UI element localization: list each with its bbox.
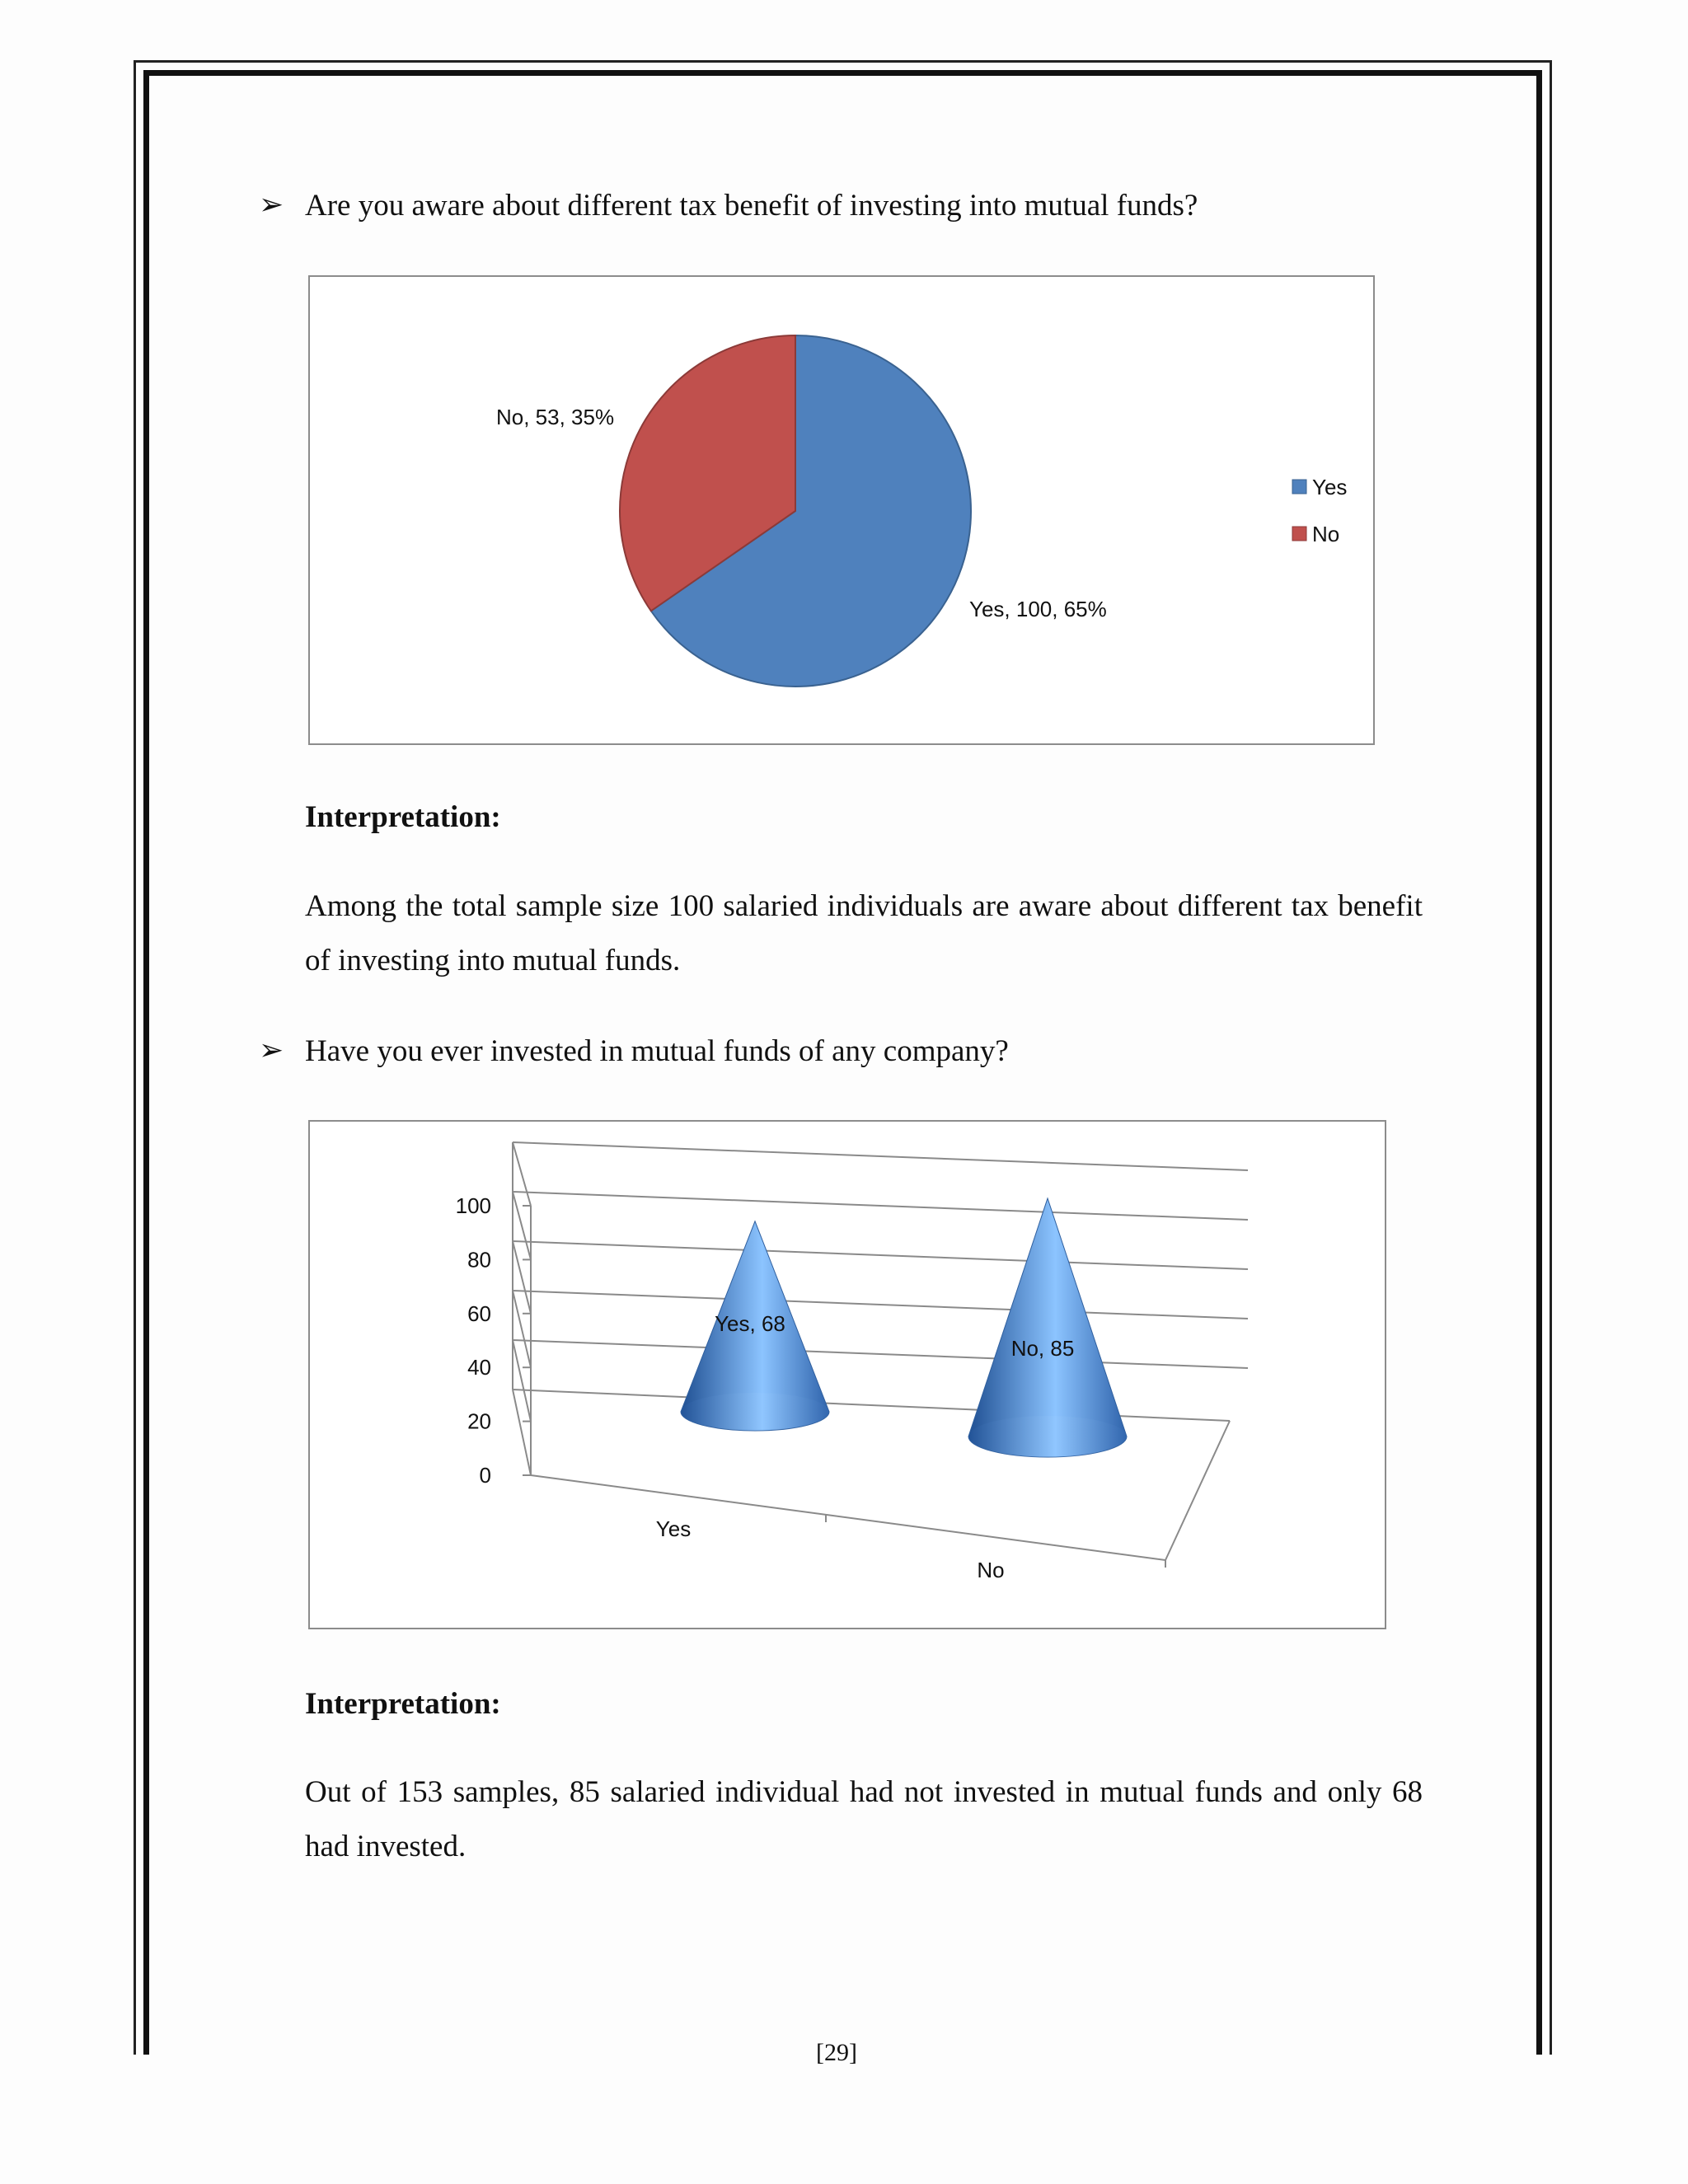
y-tick-label: 40 [467,1355,491,1380]
x-category-label-no: No [977,1558,1005,1582]
interpretation-2-heading: Interpretation: [305,1687,501,1721]
y-tick-label: 0 [479,1463,491,1488]
cone-no [968,1198,1127,1457]
question-1: Are you aware about different tax benefit of investing into mutual funds? [305,189,1198,223]
interpretation-1-heading: Interpretation: [305,800,501,834]
cone-chart [310,1122,1388,1631]
cone-chart-gridlines [513,1142,1248,1568]
cone-chart-x-axis [656,1516,1005,1582]
bullet-arrow-icon: ➢ [259,188,284,221]
cone-chart-container [308,1120,1386,1629]
y-tick-label: 60 [467,1301,491,1326]
pie-data-label-yes: Yes, 100, 65% [969,597,1107,621]
pie-chart [310,277,1376,747]
cone-data-label-yes: Yes, 68 [715,1311,785,1336]
pie-data-label-no: No, 53, 35% [496,405,615,429]
interpretation-1-text: Among the total sample size 100 salaried individuals are aware about different tax benefit of investing into mutual funds. [305,889,1423,977]
legend-label-no: No [1312,522,1340,546]
cone-data-label-no: No, 85 [1010,1336,1075,1361]
cone-chart-y-axis [456,1193,491,1488]
y-tick-label: 80 [467,1247,491,1272]
legend-label-yes: Yes [1312,475,1348,499]
pie-legend [1292,475,1347,546]
page-number: [29] [816,2039,857,2066]
x-category-label-yes: Yes [655,1516,692,1541]
bullet-arrow-icon: ➢ [259,1033,284,1066]
y-tick-label: 100 [455,1193,491,1218]
interpretation-2-text: Out of 153 samples, 85 salaried individual had not invested in mutual funds and only 68 had invested. [305,1775,1423,1863]
question-2: Have you ever invested in mutual funds of any company? [305,1034,1009,1068]
legend-swatch-no [1292,527,1306,541]
pie-chart-container [308,275,1375,745]
y-tick-label: 20 [467,1408,491,1434]
legend-swatch-yes [1292,480,1306,494]
